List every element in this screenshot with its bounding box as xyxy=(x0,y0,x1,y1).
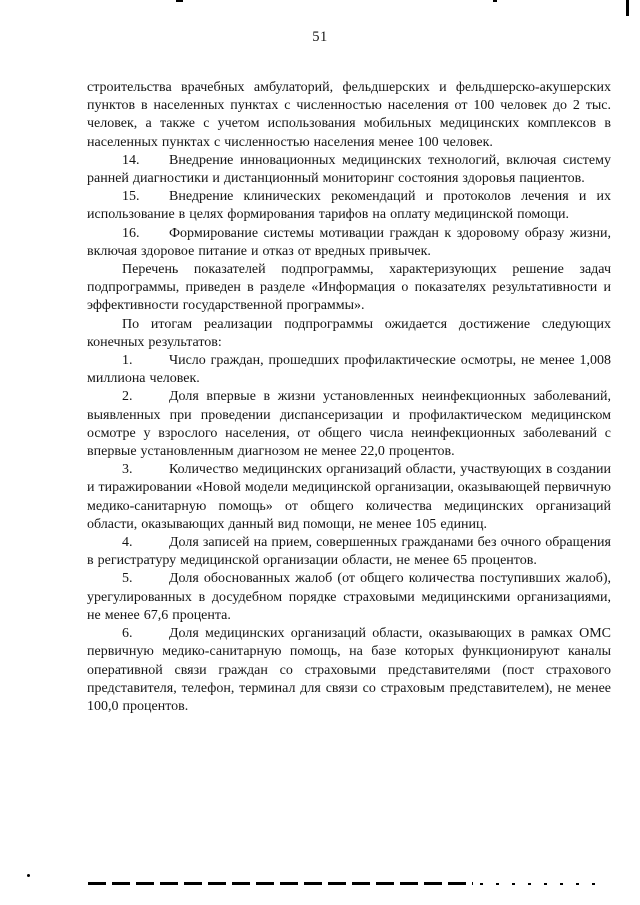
paragraph xyxy=(87,388,611,461)
paragraph xyxy=(87,625,611,716)
paragraph-text: Доля впервые в жизни установленных неинфекционных заболеваний, выявленных при проведении диспансеризации и профилактическом медицинском осмотре у взрослого населения, от общего числа неинфекционных заболеваний с впервые установленным диагнозом не менее 22,0 процентов. xyxy=(87,389,611,460)
list-number: 6. xyxy=(122,626,133,642)
list-number: 2. xyxy=(122,389,133,405)
document-body xyxy=(87,79,611,716)
paragraph xyxy=(87,352,611,388)
paragraph xyxy=(87,461,611,534)
paragraph-text: Число граждан, прошедших профилактические осмотры, не менее 1,008 миллиона человек. xyxy=(87,353,611,387)
paragraph-text: Формирование системы мотивации граждан к здоровому образу жизни, включая здоровое питание и отказ от вредных привычек. xyxy=(87,225,611,259)
paragraph-text: По итогам реализации подпрограммы ожидается достижение следующих конечных результатов: xyxy=(87,316,611,350)
paragraph-text: Перечень показателей подпрограммы, характеризующих решение задач подпрограммы, приведен в разделе «Информация о показателях результативности и эффективности государственной программы». xyxy=(87,262,611,314)
list-number: 1. xyxy=(122,353,133,369)
scan-artifact-dot xyxy=(27,874,30,877)
list-number: 3. xyxy=(122,462,133,478)
scan-artifact-bottom-dots xyxy=(480,883,598,885)
paragraph xyxy=(87,316,611,352)
list-number: 14. xyxy=(122,152,140,168)
paragraph xyxy=(87,570,611,625)
list-number: 5. xyxy=(122,571,133,587)
list-number: 4. xyxy=(122,535,133,551)
scan-artifact-top-dash xyxy=(493,0,497,2)
paragraph-text: Внедрение клинических рекомендаций и протоколов лечения и их использование в целях формирования тарифов на оплату медицинской помощи. xyxy=(87,189,611,223)
scan-artifact-corner-tick xyxy=(626,0,629,16)
scan-artifact-bottom-line xyxy=(88,882,473,885)
scan-artifact-top-dash xyxy=(176,0,183,2)
paragraph xyxy=(87,188,611,224)
paragraph xyxy=(87,534,611,570)
list-number: 16. xyxy=(122,225,140,241)
paragraph-text: строительства врачебных амбулаторий, фельдшерских и фельдшерско-акушерских пунктов в населенных пунктах с численностью населения от 100 человек до 2 тыс. человек, а также с учетом использования мобильных медицинских комплексов в населенных пунктах с численностью населения менее 100 человек. xyxy=(87,80,611,150)
paragraph-text: Доля обоснованных жалоб (от общего количества поступивших жалоб), урегулированных в досудебном порядке страховыми медицинскими организациями, не менее 67,6 процента. xyxy=(87,571,611,623)
list-number: 15. xyxy=(122,189,140,205)
paragraph-text: Доля медицинских организаций области, оказывающих в рамках ОМС первичную медико-санитарную помощь, на базе которых функционируют каналы оперативной связи граждан со страховыми представителями (пост страхового представителя, телефон, терминал для связи со страховым представителем), не менее 100,0 процентов. xyxy=(87,626,611,714)
paragraph xyxy=(87,225,611,261)
paragraph-text: Доля записей на прием, совершенных гражданами без очного обращения в регистратуру медицинской организации области, не менее 65 процентов. xyxy=(87,535,611,569)
paragraph-text: Внедрение инновационных медицинских технологий, включая систему ранней диагностики и дистанционный мониторинг состояния здоровья пациентов. xyxy=(87,152,611,187)
page-number: 51 xyxy=(312,29,328,45)
paragraph-text: Количество медицинских организаций области, участвующих в создании и тиражировании «Новой модели медицинской организации, оказывающей первичную медико-санитарную помощь» от общего количества медицинских организаций области, оказывающих данный вид помощи, не менее 105 единиц. xyxy=(87,462,611,532)
paragraph xyxy=(87,152,611,188)
paragraph xyxy=(87,261,611,316)
paragraph xyxy=(87,79,611,152)
